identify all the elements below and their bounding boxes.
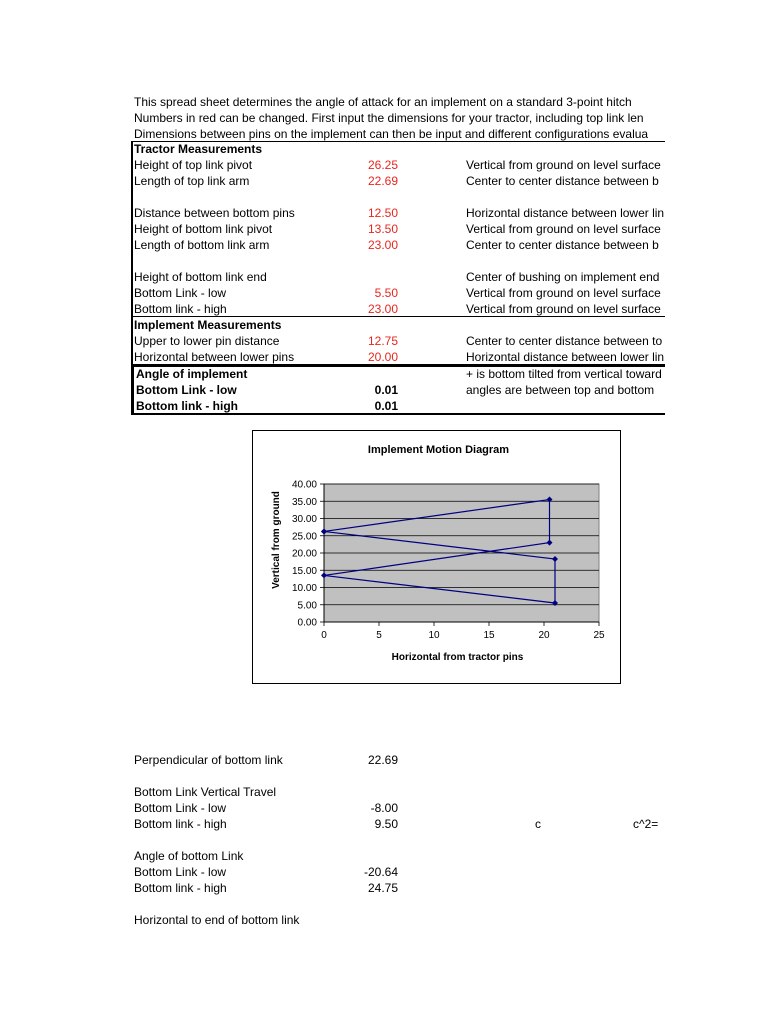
- horiz-lower-note: Horizontal distance between lower lin: [466, 350, 665, 364]
- perp-label: Perpendicular of bottom link: [134, 753, 283, 767]
- travel-high-label: Bottom link - high: [134, 817, 227, 831]
- tractor-bottom-border: [131, 316, 665, 317]
- horiz-end-label: Horizontal to end of bottom link: [134, 913, 300, 927]
- x-tick-label: 25: [593, 630, 605, 641]
- angle-high-label: Bottom link - high: [136, 399, 238, 413]
- bottom-end-note: Center of bushing on implement end: [466, 270, 660, 284]
- y-tick-label: 20.00: [291, 548, 317, 560]
- end-high-value[interactable]: 23.00: [367, 302, 398, 316]
- end-high-label: Bottom link - high: [134, 302, 227, 316]
- angle-header: Angle of implement: [136, 367, 248, 381]
- end-low-note: Vertical from ground on level surface: [466, 286, 661, 300]
- y-tick-label: 15.00: [291, 565, 317, 577]
- travel-low-value: -8.00: [370, 801, 398, 815]
- bottom-arm-label: Length of bottom link arm: [134, 238, 270, 252]
- x-tick-label: 15: [483, 630, 495, 641]
- horiz-lower-value[interactable]: 20.00: [367, 350, 398, 364]
- x-axis-label: Horizontal from tractor pins: [391, 652, 524, 663]
- x-tick-label: 0: [321, 630, 327, 641]
- bottom-arm-value[interactable]: 23.00: [367, 238, 398, 252]
- y-tick-label: 10.00: [291, 583, 317, 594]
- angle-header-note: + is bottom tilted from vertical toward: [466, 367, 662, 381]
- perp-value: 22.69: [367, 753, 398, 767]
- angle-bottom-low-label: Bottom Link - low: [134, 865, 227, 879]
- intro-line-2: Numbers in red can be changed. First input the dimensions for your tractor, including top link len: [134, 111, 644, 125]
- angle-low-label: Bottom Link - low: [136, 383, 237, 397]
- top-arm-value[interactable]: 22.69: [367, 174, 398, 188]
- angle-bottom-high-value: 24.75: [367, 881, 398, 895]
- tractor-header: Tractor Measurements: [134, 142, 263, 156]
- top-pivot-value[interactable]: 26.25: [367, 158, 398, 172]
- intro-line-1: This spread sheet determines the angle of attack for an implement on a standard 3-point hitch: [134, 95, 632, 109]
- angle-left-border: [131, 364, 134, 414]
- x-tick-label: 20: [538, 630, 550, 641]
- top-arm-note: Center to center distance between b: [466, 174, 659, 188]
- implement-left-border: [131, 316, 133, 364]
- x-tick-label: 10: [428, 630, 440, 641]
- c2-label: c^2=: [633, 817, 659, 831]
- bottom-end-label: Height of bottom link end: [134, 270, 267, 284]
- top-arm-label: Length of top link arm: [134, 174, 250, 188]
- intro-line-3: Dimensions between pins on the implement can then be input and different configurations evalua: [134, 127, 649, 141]
- travel-low-label: Bottom Link - low: [134, 801, 227, 815]
- chart-title: Implement Motion Diagram: [367, 444, 510, 456]
- x-tick-label: 5: [376, 630, 382, 641]
- end-low-value[interactable]: 5.50: [374, 286, 398, 300]
- c-label: c: [535, 817, 541, 831]
- bottom-pivot-label: Height of bottom link pivot: [134, 222, 273, 236]
- angle-high-value: 0.01: [374, 399, 398, 413]
- upper-lower-note: Center to center distance between to: [466, 334, 663, 348]
- tractor-left-border: [131, 141, 133, 317]
- angle-bottom-low-value: -20.64: [363, 865, 398, 879]
- bottom-pins-label: Distance between bottom pins: [134, 206, 295, 220]
- travel-header: Bottom Link Vertical Travel: [134, 785, 277, 799]
- implement-header: Implement Measurements: [134, 318, 282, 332]
- angle-bottom-border: [131, 413, 665, 415]
- upper-lower-value[interactable]: 12.75: [367, 334, 398, 348]
- y-tick-label: 30.00: [291, 514, 317, 525]
- y-tick-label: 35.00: [291, 496, 317, 508]
- chart-svg: [253, 431, 620, 683]
- angle-bottom-high-label: Bottom link - high: [134, 881, 227, 895]
- y-tick-label: 40.00: [291, 479, 317, 491]
- horiz-lower-label: Horizontal between lower pins: [134, 350, 295, 364]
- y-tick-label: 25.00: [291, 531, 317, 543]
- end-high-note: Vertical from ground on level surface: [466, 302, 661, 316]
- top-pivot-note: Vertical from ground on level surface: [466, 158, 661, 172]
- angle-low-value: 0.01: [374, 383, 398, 397]
- bottom-pivot-note: Vertical from ground on level surface: [466, 222, 661, 236]
- angle-bottom-header: Angle of bottom Link: [134, 849, 244, 863]
- bottom-arm-note: Center to center distance between b: [466, 238, 659, 252]
- y-axis-label: Vertical from ground: [271, 491, 282, 589]
- implement-motion-chart: [252, 430, 621, 684]
- y-tick-label: 0.00: [297, 617, 317, 629]
- y-tick-label: 5.00: [297, 600, 317, 612]
- end-low-label: Bottom Link - low: [134, 286, 227, 300]
- travel-high-value: 9.50: [374, 817, 398, 831]
- bottom-pins-note: Horizontal distance between lower lin: [466, 206, 665, 220]
- angle-low-note: angles are between top and bottom: [466, 383, 655, 397]
- upper-lower-label: Upper to lower pin distance: [134, 334, 280, 348]
- bottom-pivot-value[interactable]: 13.50: [367, 222, 398, 236]
- top-pivot-label: Height of top link pivot: [134, 158, 253, 172]
- bottom-pins-value[interactable]: 12.50: [367, 206, 398, 220]
